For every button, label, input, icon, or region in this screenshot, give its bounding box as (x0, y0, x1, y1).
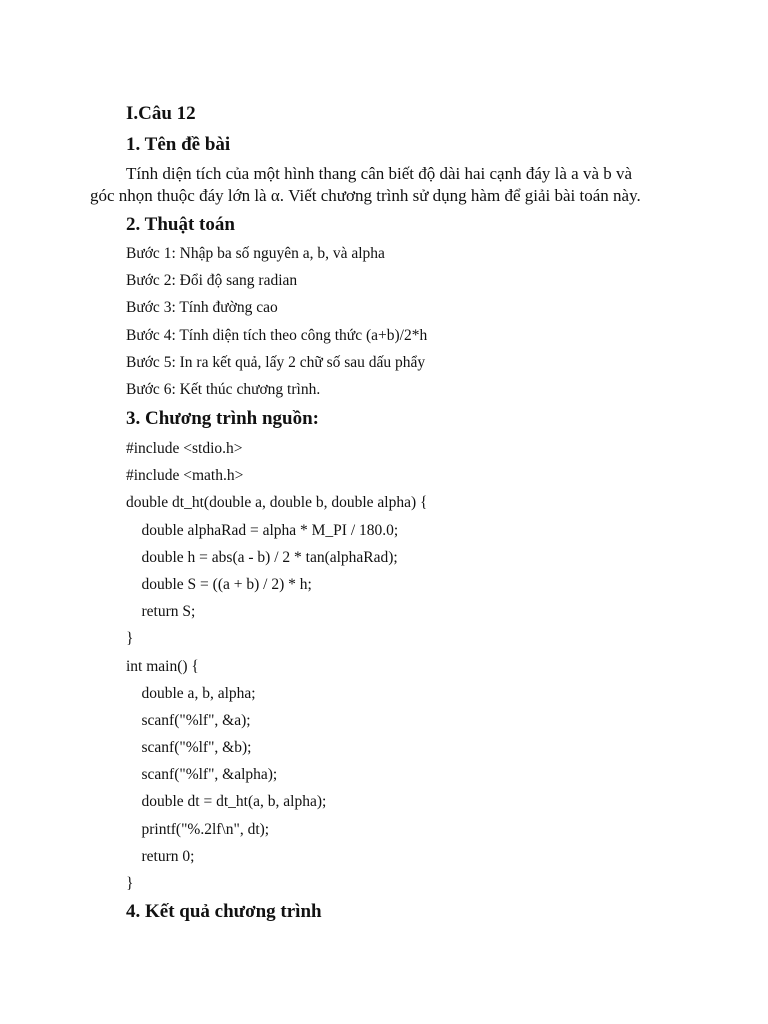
problem-line-2: góc nhọn thuộc đáy lớn là α. Viết chương trình sử dụng hàm để giải bài toán này. (90, 186, 641, 205)
code-line: double h = abs(a - b) / 2 * tan(alphaRad); (126, 548, 398, 566)
section-title-problem: 1. Tên đề bài (126, 134, 231, 155)
algorithm-step: Bước 4: Tính diện tích theo công thức (a+b)/2*h (126, 326, 428, 344)
problem-description (90, 163, 690, 207)
code-line: scanf("%lf", &b); (126, 739, 252, 757)
algorithm-step: Bước 5: In ra kết quả, lấy 2 chữ số sau dấu phẩy (126, 353, 426, 371)
algorithm-step: Bước 3: Tính đường cao (126, 299, 278, 317)
code-line: double S = ((a + b) / 2) * h; (126, 575, 312, 593)
problem-line-1: Tính diện tích của một hình thang cân biết độ dài hai cạnh đáy là a và b và (126, 164, 633, 183)
main-heading: I.Câu 12 (126, 103, 196, 124)
code-line: } (126, 630, 134, 648)
code-line: double alphaRad = alpha * M_PI / 180.0; (126, 521, 399, 539)
code-line: #include <stdio.h> (126, 440, 243, 457)
code-line: double dt = dt_ht(a, b, alpha); (126, 793, 327, 811)
section-title-source-code: 3. Chương trình nguồn: (126, 408, 319, 429)
section-title-result: 4. Kết quả chương trình (126, 901, 322, 922)
code-line: double a, b, alpha; (126, 684, 256, 702)
code-line: #include <math.h> (126, 467, 244, 485)
code-line: } (126, 875, 134, 892)
code-line: return S; (126, 603, 196, 621)
source-code-block (126, 435, 427, 897)
code-line: scanf("%lf", &alpha); (126, 766, 278, 784)
algorithm-step: Bước 2: Đổi độ sang radian (126, 272, 298, 290)
code-line: scanf("%lf", &a); (126, 711, 251, 729)
section-title-algorithm: 2. Thuật toán (126, 214, 235, 235)
algorithm-step: Bước 6: Kết thúc chương trình. (126, 380, 321, 398)
algorithm-steps (126, 240, 427, 403)
code-line: printf("%.2lf\n", dt); (126, 820, 270, 838)
algorithm-step: Bước 1: Nhập ba số nguyên a, b, và alpha (126, 245, 385, 262)
code-line: double dt_ht(double a, double b, double alpha) { (126, 494, 428, 512)
code-line: int main() { (126, 657, 199, 675)
code-line: return 0; (126, 847, 195, 865)
